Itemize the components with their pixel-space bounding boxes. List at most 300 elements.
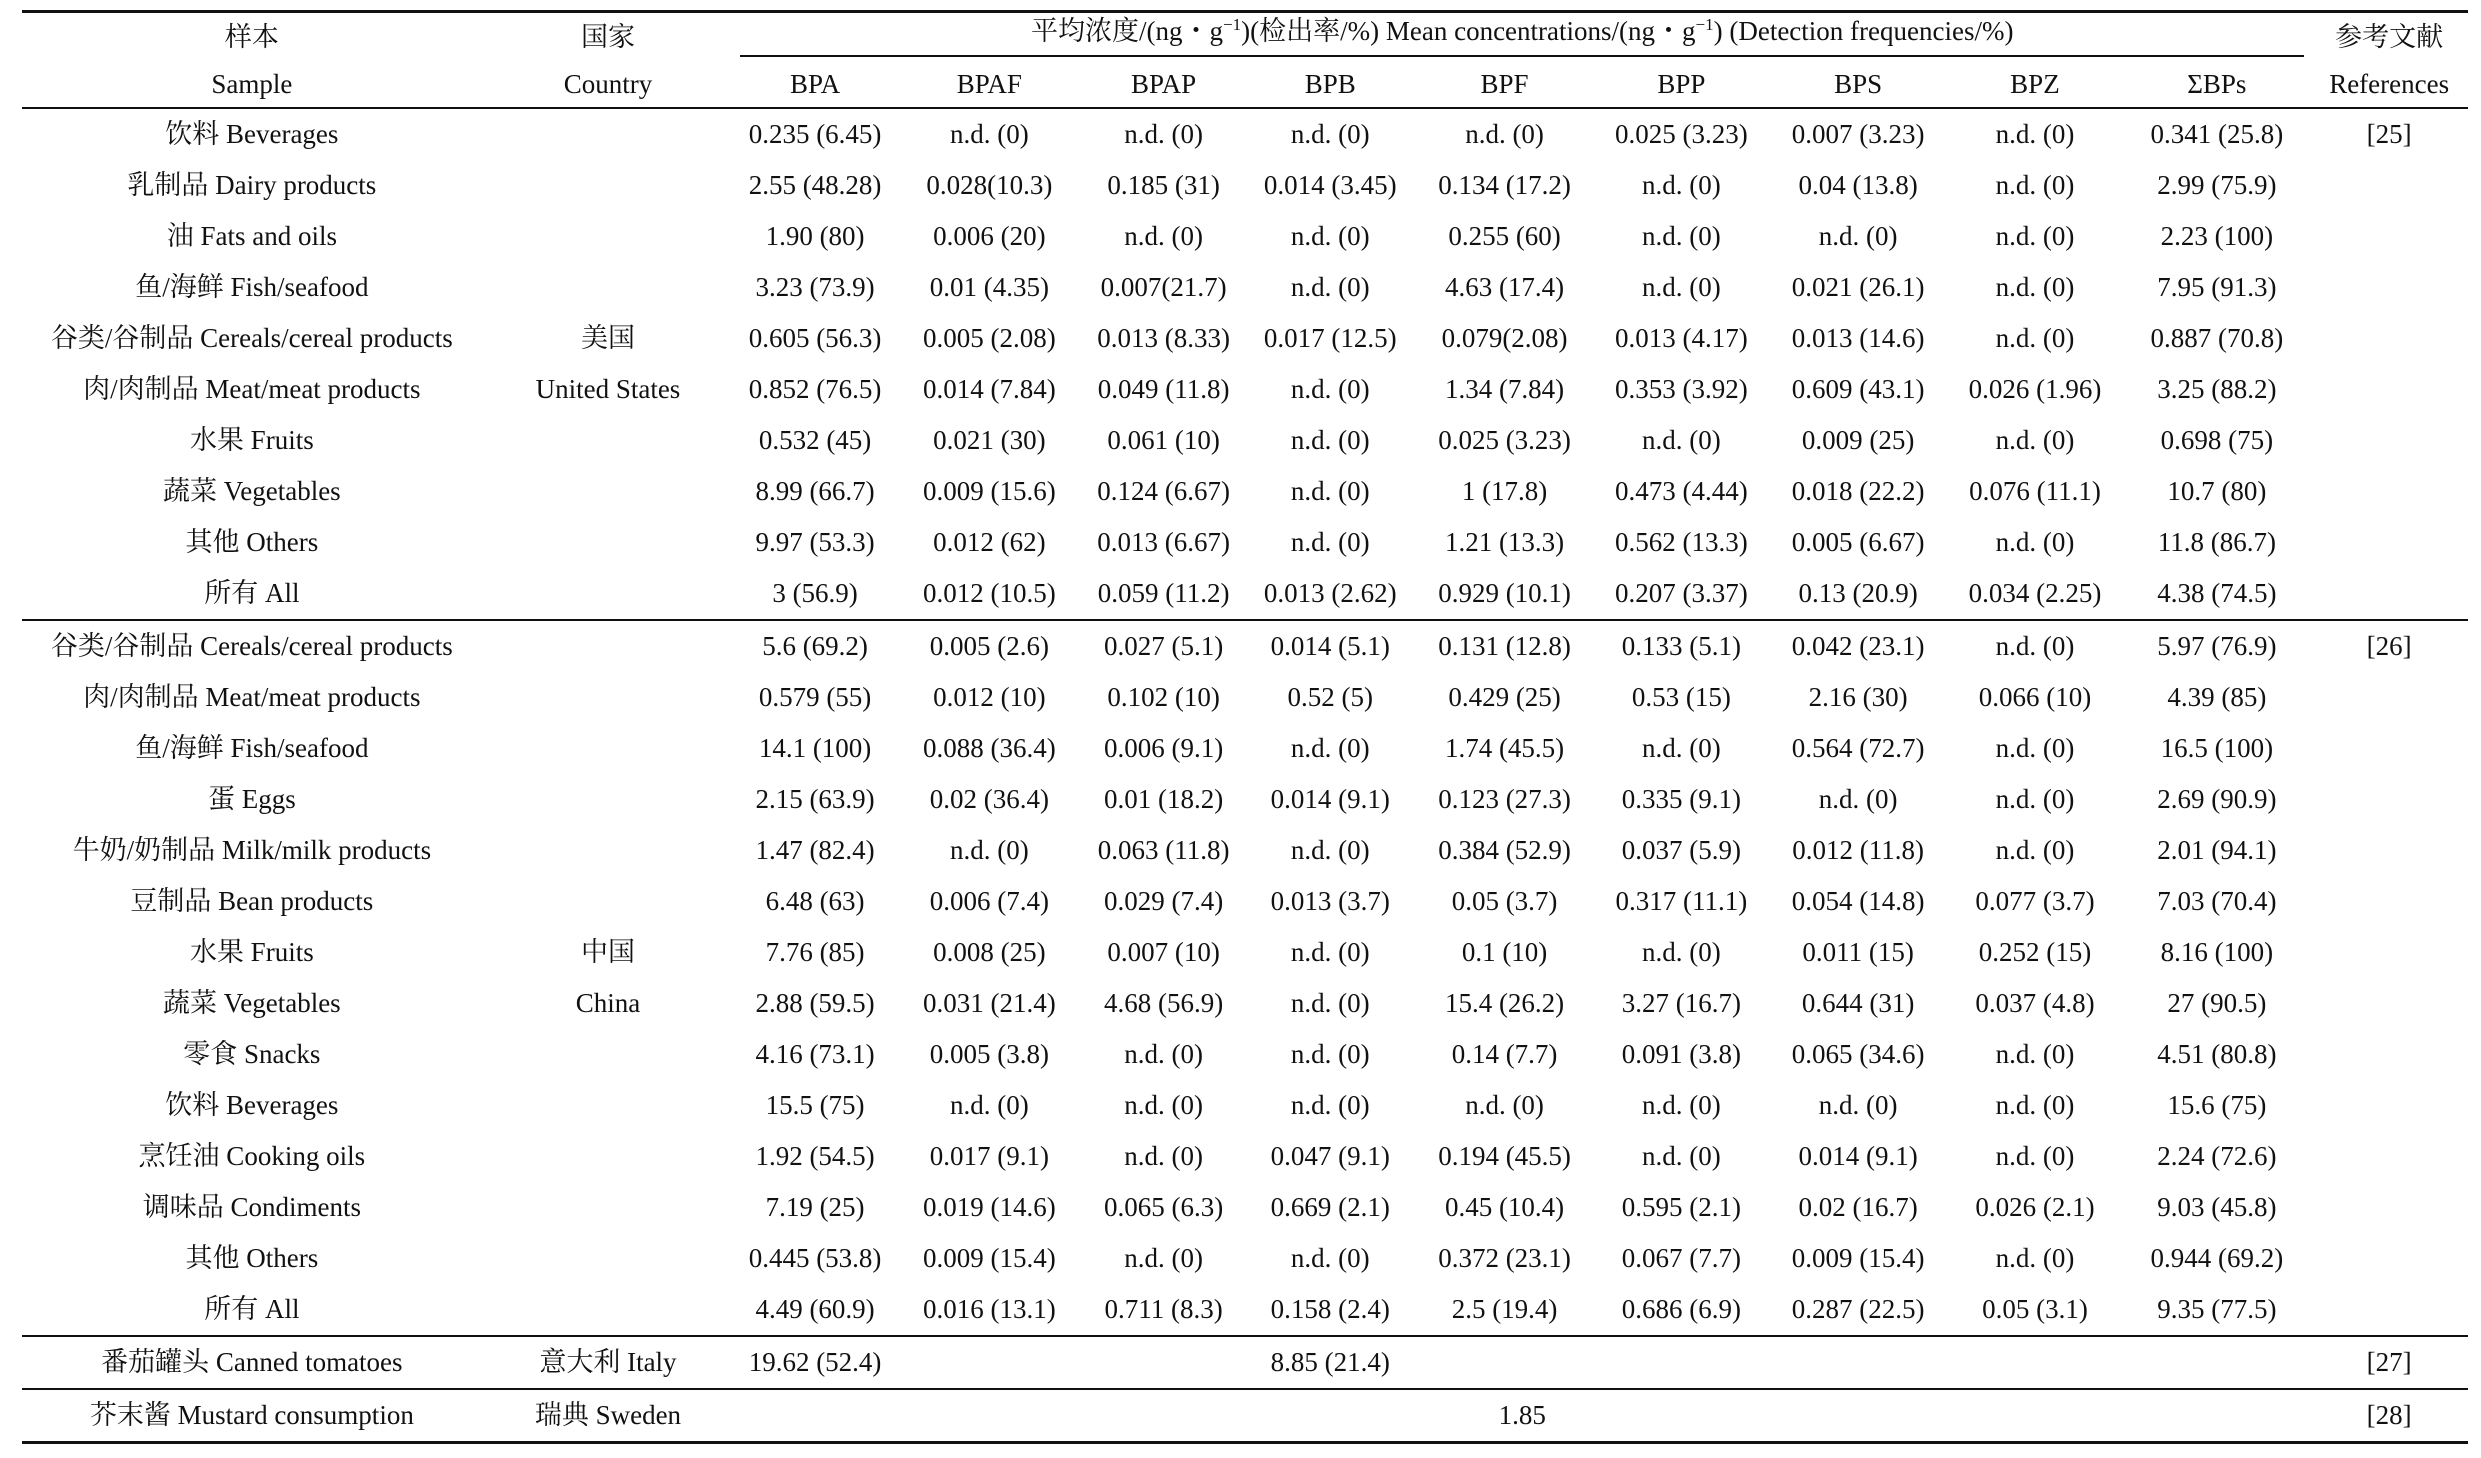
value-cell-bpa: 9.97 (53.3) <box>755 527 875 557</box>
value-cell-bpaf: 0.006 (7.4) <box>929 886 1049 916</box>
value-cell-bps: 0.564 (72.7) <box>1791 733 1925 763</box>
value-cell-bps: 0.054 (14.8) <box>1791 886 1925 916</box>
country-cell <box>482 1182 735 1233</box>
value-cell-bpf: 0.134 (17.2) <box>1438 170 1571 200</box>
value-cell-bpb: n.d. (0) <box>1290 221 1370 251</box>
value-cell-bpb: 0.013 (3.7) <box>1270 886 1390 916</box>
value-cell-bpa: 0.605 (56.3) <box>748 323 882 353</box>
reference-cell <box>2310 466 2468 517</box>
value-cell-bpb: n.d. (0) <box>1290 476 1370 506</box>
value-cell-bpb: n.d. (0) <box>1290 374 1370 404</box>
value-cell-bpap: 0.007 (10) <box>1107 937 1220 967</box>
value-cell-bpap: 0.006 (9.1) <box>1103 733 1224 763</box>
reference-cell <box>2310 568 2468 620</box>
value-cell-bpp: n.d. (0) <box>1641 1141 1721 1171</box>
value-cell-sum-bps: 15.6 (75) <box>2167 1090 2267 1120</box>
value-cell-bpaf: 0.006 (20) <box>933 221 1046 251</box>
table-row <box>22 672 2468 723</box>
conc-unit-exponent-2: −1 <box>1695 14 1714 34</box>
value-cell-sum-bps: 5.97 (76.9) <box>2157 631 2277 661</box>
country-cell <box>482 517 735 568</box>
value-cell-bpp: 0.091 (3.8) <box>1621 1039 1741 1069</box>
value-cell-bpf: 0.255 (60) <box>1448 221 1561 251</box>
table-row <box>22 1080 2468 1131</box>
value-cell-sum-bps: 2.24 (72.6) <box>2157 1141 2277 1171</box>
value-cell-bpz: 0.037 (4.8) <box>1975 988 2095 1018</box>
sample-cell: 水果 Fruits <box>189 937 314 967</box>
value-cell-bpf: n.d. (0) <box>1465 1090 1544 1120</box>
sample-cell: 其他 Others <box>185 527 319 557</box>
value-cell-bps: 0.009 (25) <box>1801 425 1915 455</box>
sample-cell: 芥末酱 Mustard consumption <box>89 1400 414 1430</box>
value-cell-bpb: n.d. (0) <box>1290 119 1370 149</box>
country-cell: 瑞典 Sweden <box>534 1400 682 1430</box>
country-cell <box>482 825 735 876</box>
value-cell-bpz: n.d. (0) <box>1995 784 2075 814</box>
value-cell-bpa: 0.532 (45) <box>758 425 872 455</box>
value-cell-bps: 0.04 (13.8) <box>1798 170 1918 200</box>
value-cell-bpaf: 0.021 (30) <box>933 425 1046 455</box>
value-cell-bps: 0.609 (43.1) <box>1791 374 1925 404</box>
value-cell-bps: 0.007 (3.23) <box>1791 119 1925 149</box>
value-cell-bpap: 0.049 (11.8) <box>1097 374 1230 404</box>
table-header <box>22 12 2468 109</box>
value-cell-bpp: 0.473 (4.44) <box>1614 476 1748 506</box>
value-cell-bps: 0.005 (6.67) <box>1791 527 1925 557</box>
sample-cell: 油 Fats and oils <box>166 221 337 251</box>
table-row <box>22 364 2468 415</box>
value-cell-bpa: 8.99 (66.7) <box>755 476 875 506</box>
table-row <box>22 825 2468 876</box>
value-cell-sum-bps: 10.7 (80) <box>2167 476 2267 506</box>
reference-cell <box>2310 1182 2468 1233</box>
value-cell-bpaf: 0.005 (3.8) <box>929 1039 1049 1069</box>
country-cell <box>482 620 735 672</box>
value-cell-bpa: 0.579 (55) <box>758 682 872 712</box>
country-cell <box>482 108 735 160</box>
value-cell-bpa: 2.88 (59.5) <box>755 988 875 1018</box>
value-cell-bpap: n.d. (0) <box>1124 119 1203 149</box>
country-cell: 中国 <box>580 937 635 967</box>
value-cell-bpaf: 0.005 (2.6) <box>929 631 1049 661</box>
sample-header-cn: 样本 <box>22 12 482 62</box>
value-cell-bpb: 8.85 (21.4) <box>1270 1347 1390 1377</box>
value-cell-sum-bps: 2.01 (94.1) <box>2157 835 2277 865</box>
reference-cell <box>2310 876 2468 927</box>
value-cell-bpf: 4.63 (17.4) <box>1444 272 1565 302</box>
table-row <box>22 1131 2468 1182</box>
sample-cell: 蛋 Eggs <box>207 784 296 814</box>
value-cell-bpaf: 0.02 (36.4) <box>929 784 1049 814</box>
country-header-cn: 国家 <box>482 12 735 62</box>
column-header-bps: BPS <box>1834 68 1883 99</box>
value-cell-bpaf: 0.012 (62) <box>933 527 1046 557</box>
concentration-header-text <box>740 14 2304 57</box>
reference-cell <box>2310 1284 2468 1336</box>
conc-label-part2: )(检出率/%) Mean concentrations/(ng・g <box>1241 15 1696 46</box>
sample-cell: 谷类/谷制品 Cereals/cereal products <box>50 323 453 353</box>
value-cell-sum-bps: 0.341 (25.8) <box>2150 119 2284 149</box>
table-row <box>22 568 2468 620</box>
value-cell-bpb: n.d. (0) <box>1290 1090 1370 1120</box>
sample-cell: 其他 Others <box>185 1243 319 1273</box>
table-row <box>22 1029 2468 1080</box>
value-cell-bpz: 0.077 (3.7) <box>1975 886 2095 916</box>
value-cell-bpf: 1 (17.8) <box>1461 476 1548 506</box>
value-cell-bpf: 2.5 (19.4) <box>1451 1294 1558 1324</box>
value-cell-bpb: 0.014 (5.1) <box>1270 631 1390 661</box>
value-cell-bps: 2.16 (30) <box>1808 682 1908 712</box>
value-cell-sum-bps: 3.25 (88.2) <box>2157 374 2277 404</box>
value-cell-bpb: n.d. (0) <box>1290 1039 1370 1069</box>
sample-cell: 所有 All <box>204 1294 300 1324</box>
value-cell-bpf: 0.14 (7.7) <box>1451 1039 1558 1069</box>
value-cell-bpp: n.d. (0) <box>1641 733 1721 763</box>
sample-cell: 豆制品 Bean products <box>130 886 374 916</box>
reference-cell <box>2310 262 2468 313</box>
column-header-bpaf: BPAF <box>956 68 1022 99</box>
conc-label-part1: 平均浓度/(ng・g <box>1031 15 1224 46</box>
sample-cell: 水果 Fruits <box>189 425 314 455</box>
bisphenol-table-container <box>22 10 2468 1444</box>
value-cell-bpa: 0.852 (76.5) <box>748 374 882 404</box>
value-cell-bpap: 0.065 (6.3) <box>1103 1192 1224 1222</box>
value-cell-sum-bps: 4.51 (80.8) <box>2157 1039 2277 1069</box>
value-cell-bps: 0.014 (9.1) <box>1798 1141 1918 1171</box>
value-cell-bpf: 0.45 (10.4) <box>1444 1192 1565 1222</box>
value-cell-bpz: n.d. (0) <box>1995 323 2075 353</box>
value-cell-bpap: 0.061 (10) <box>1107 425 1220 455</box>
value-cell-bps: n.d. (0) <box>1818 1090 1898 1120</box>
value-cell-sum-bps: 9.35 (77.5) <box>2157 1294 2277 1324</box>
sample-cell: 肉/肉制品 Meat/meat products <box>83 374 421 404</box>
value-cell-bpz: n.d. (0) <box>1995 631 2075 661</box>
table-body <box>22 108 2468 1443</box>
value-cell-bpf: 0.131 (12.8) <box>1438 631 1571 661</box>
value-cell-bpf: 0.079(2.08) <box>1441 323 1568 353</box>
value-cell-bpb: 0.047 (9.1) <box>1270 1141 1390 1171</box>
reference-cell <box>2310 415 2468 466</box>
table-row-sweden <box>22 1389 2468 1443</box>
value-cell-bpap: 0.013 (6.67) <box>1097 527 1230 557</box>
value-cell-bpp: 0.067 (7.7) <box>1621 1243 1741 1273</box>
reference-cell <box>2310 364 2468 415</box>
value-cell-bpap: n.d. (0) <box>1124 1039 1203 1069</box>
value-cell-bpf: 1.21 (13.3) <box>1444 527 1565 557</box>
value-cell-bpap: 0.185 (31) <box>1107 170 1220 200</box>
value-cell-bpap: n.d. (0) <box>1124 1243 1203 1273</box>
value-cell-bpap: 0.027 (5.1) <box>1103 631 1224 661</box>
sample-cell: 零食 Snacks <box>183 1039 321 1069</box>
value-cell-bpa: 15.5 (75) <box>765 1090 865 1120</box>
value-cell-bps: 0.042 (23.1) <box>1791 631 1925 661</box>
table-row <box>22 211 2468 262</box>
reference-cell <box>2310 978 2468 1029</box>
sample-cell: 番茄罐头 Canned tomatoes <box>101 1347 403 1377</box>
value-cell-bpf: 0.194 (45.5) <box>1438 1141 1571 1171</box>
value-cell-bpb: n.d. (0) <box>1290 937 1370 967</box>
country-cell: United States <box>535 374 681 404</box>
column-header-bpa: BPA <box>790 68 841 99</box>
value-cell-bpz: 0.252 (15) <box>1978 937 2092 967</box>
value-cell-bpp: n.d. (0) <box>1641 221 1721 251</box>
value-cell-bpb: 0.014 (3.45) <box>1263 170 1397 200</box>
sample-cell: 牛奶/奶制品 Milk/milk products <box>72 835 432 865</box>
value-cell-bpf: 0.372 (23.1) <box>1438 1243 1571 1273</box>
reference-cell <box>2310 1029 2468 1080</box>
value-cell-bpa: 6.48 (63) <box>765 886 865 916</box>
value-cell-sum-bps: 27 (90.5) <box>2167 988 2267 1018</box>
value-cell-bpa: 4.49 (60.9) <box>755 1294 875 1324</box>
sample-cell: 蔬菜 Vegetables <box>162 988 341 1018</box>
value-cell-bpp: 0.686 (6.9) <box>1621 1294 1741 1324</box>
value-cell-bpf: 0.429 (25) <box>1448 682 1561 712</box>
value-cell-bps: 0.012 (11.8) <box>1792 835 1925 865</box>
sample-cell: 调味品 Condiments <box>142 1192 361 1222</box>
value-cell-bpz: n.d. (0) <box>1995 272 2075 302</box>
reference-cell <box>2310 927 2468 978</box>
table-row <box>22 978 2468 1029</box>
value-cell-bpp: 3.27 (16.7) <box>1621 988 1741 1018</box>
value-cell-bpz: n.d. (0) <box>1995 733 2075 763</box>
value-cell-bpaf: n.d. (0) <box>949 835 1029 865</box>
table-row <box>22 723 2468 774</box>
value-cell-bpz: n.d. (0) <box>1995 170 2075 200</box>
concentration-spanning-header <box>734 12 2310 62</box>
value-cell-bpb: n.d. (0) <box>1290 988 1370 1018</box>
table-row <box>22 160 2468 211</box>
table-row <box>22 1182 2468 1233</box>
value-cell-bpf: 15.4 (26.2) <box>1444 988 1565 1018</box>
value-cell-bpap: 0.01 (18.2) <box>1103 784 1224 814</box>
value-cell-bpp: n.d. (0) <box>1641 1090 1721 1120</box>
value-cell-bpz: 0.076 (11.1) <box>1969 476 2101 506</box>
value-cell-bpa: 7.19 (25) <box>765 1192 865 1222</box>
bisphenol-concentration-table <box>22 10 2468 1444</box>
country-cell <box>482 876 735 927</box>
value-cell-bpz: n.d. (0) <box>1995 1243 2075 1273</box>
value-cell-bpp: 0.013 (4.17) <box>1614 323 1748 353</box>
table-row <box>22 313 2468 364</box>
value-cell-bpp: n.d. (0) <box>1641 937 1721 967</box>
reference-cell <box>2310 160 2468 211</box>
value-cell-bpf: 0.05 (3.7) <box>1451 886 1558 916</box>
value-cell-bpb: 0.017 (12.5) <box>1263 323 1397 353</box>
sample-cell: 所有 All <box>204 578 300 608</box>
country-cell <box>482 774 735 825</box>
value-cell-sum-bps: 16.5 (100) <box>2160 733 2274 763</box>
country-cell <box>482 568 735 620</box>
table-row <box>22 517 2468 568</box>
sample-cell: 乳制品 Dairy products <box>127 170 377 200</box>
value-cell-bpp: 0.595 (2.1) <box>1621 1192 1741 1222</box>
value-cell-sum-bps: 8.16 (100) <box>2160 937 2274 967</box>
value-cell-bps: 0.02 (16.7) <box>1798 1192 1918 1222</box>
value-cell-merged: 1.85 <box>1498 1400 1546 1430</box>
value-cell-bps: 0.287 (22.5) <box>1791 1294 1925 1324</box>
value-cell-bpa: 0.235 (6.45) <box>748 119 882 149</box>
conc-label-part3: ) (Detection frequencies/%) <box>1713 15 2014 46</box>
table-row <box>22 927 2468 978</box>
value-cell-bpap: 0.029 (7.4) <box>1103 886 1224 916</box>
value-cell-bpaf: 0.088 (36.4) <box>922 733 1056 763</box>
value-cell-bpaf: 0.005 (2.08) <box>922 323 1056 353</box>
value-cell-sum-bps: 2.99 (75.9) <box>2157 170 2277 200</box>
value-cell-bpz: 0.05 (3.1) <box>1982 1294 2088 1324</box>
value-cell-bpa: 3 (56.9) <box>772 578 858 608</box>
value-cell-bpf: 0.025 (3.23) <box>1438 425 1571 455</box>
value-cell-bpaf: 0.016 (13.1) <box>922 1294 1056 1324</box>
country-cell <box>482 211 735 262</box>
reference-cell: [28] <box>2366 1400 2412 1430</box>
reference-cell <box>2310 517 2468 568</box>
table-row <box>22 415 2468 466</box>
value-cell-bpz: n.d. (0) <box>1995 425 2075 455</box>
value-cell-bpap: n.d. (0) <box>1124 1090 1203 1120</box>
reference-cell <box>2310 774 2468 825</box>
sample-cell: 烹饪油 Cooking oils <box>138 1141 366 1171</box>
value-cell-bpaf: 0.031 (21.4) <box>922 988 1056 1018</box>
value-cell-bpz: n.d. (0) <box>1995 221 2075 251</box>
value-cell-bpa: 1.47 (82.4) <box>755 835 875 865</box>
value-cell-bpa: 2.55 (48.28) <box>748 170 882 200</box>
value-cell-bpf: n.d. (0) <box>1465 119 1544 149</box>
value-cell-bpap: 0.711 (8.3) <box>1104 1294 1223 1324</box>
value-cell-sum-bps: 0.944 (69.2) <box>2150 1243 2284 1273</box>
value-cell-bpaf: 0.009 (15.6) <box>922 476 1056 506</box>
country-cell <box>482 723 735 774</box>
value-cell-bpp: n.d. (0) <box>1641 170 1721 200</box>
sample-cell: 蔬菜 Vegetables <box>162 476 341 506</box>
value-cell-bpz: 0.026 (2.1) <box>1975 1192 2095 1222</box>
value-cell-bpaf: 0.028(10.3) <box>926 170 1053 200</box>
sample-header-en: Sample <box>211 68 293 99</box>
sample-cell: 肉/肉制品 Meat/meat products <box>83 682 421 712</box>
value-cell-bpf: 1.74 (45.5) <box>1444 733 1565 763</box>
value-cell-bpz: n.d. (0) <box>1995 835 2075 865</box>
country-cell: 美国 <box>580 323 635 353</box>
country-cell: China <box>575 988 641 1018</box>
value-cell-bpaf: n.d. (0) <box>949 1090 1029 1120</box>
value-cell-bpaf: 0.014 (7.84) <box>922 374 1056 404</box>
value-cell-bpap: 0.102 (10) <box>1107 682 1220 712</box>
value-cell-bpaf: 0.019 (14.6) <box>922 1192 1056 1222</box>
value-cell-bpb: n.d. (0) <box>1290 527 1370 557</box>
value-cell-bpaf: 0.009 (15.4) <box>922 1243 1056 1273</box>
value-cell-bpp: 0.53 (15) <box>1631 682 1731 712</box>
reference-cell <box>2310 672 2468 723</box>
value-cell-bps: n.d. (0) <box>1818 784 1898 814</box>
country-cell <box>482 262 735 313</box>
table-row <box>22 774 2468 825</box>
value-cell-bpf: 0.384 (52.9) <box>1438 835 1571 865</box>
sample-cell: 饮料 Beverages <box>165 1090 339 1120</box>
value-cell-bpb: n.d. (0) <box>1290 272 1370 302</box>
value-cell-bpb: n.d. (0) <box>1290 425 1370 455</box>
value-cell-bpa: 0.445 (53.8) <box>748 1243 882 1273</box>
reference-cell <box>2310 825 2468 876</box>
value-cell-bpz: 0.026 (1.96) <box>1968 374 2102 404</box>
reference-cell <box>2310 211 2468 262</box>
value-cell-sum-bps: 9.03 (45.8) <box>2157 1192 2277 1222</box>
value-cell-sum-bps: 2.23 (100) <box>2160 221 2274 251</box>
value-cell-sum-bps: 11.8 (86.7) <box>2157 527 2276 557</box>
value-cell-bpb: n.d. (0) <box>1290 1243 1370 1273</box>
value-cell-bps: 0.011 (15) <box>1802 937 1914 967</box>
country-cell: 意大利 Italy <box>539 1347 677 1377</box>
value-cell-bpf: 0.929 (10.1) <box>1438 578 1571 608</box>
value-cell-bpp: n.d. (0) <box>1641 425 1721 455</box>
value-cell-bpb: 0.158 (2.4) <box>1270 1294 1390 1324</box>
value-cell-bps: 0.065 (34.6) <box>1791 1039 1925 1069</box>
value-cell-bpf: 1.34 (7.84) <box>1444 374 1565 404</box>
column-header-bpp: BPP <box>1657 68 1706 99</box>
table-row <box>22 108 2468 160</box>
value-cell-empty <box>1416 1336 2310 1389</box>
value-cell-bps: n.d. (0) <box>1818 221 1898 251</box>
table-row <box>22 1233 2468 1284</box>
value-cell-bpz: n.d. (0) <box>1995 1090 2075 1120</box>
value-cell-bpaf: 0.01 (4.35) <box>929 272 1049 302</box>
country-cell <box>482 1029 735 1080</box>
country-cell <box>482 160 735 211</box>
column-header-bpz: BPZ <box>2010 68 2060 99</box>
table-row <box>22 262 2468 313</box>
value-cell-bpp: 0.025 (3.23) <box>1614 119 1748 149</box>
value-cell-bpa: 1.92 (54.5) <box>755 1141 875 1171</box>
value-cell-bpa: 14.1 (100) <box>758 733 872 763</box>
value-cell-sum-bps: 0.887 (70.8) <box>2150 323 2284 353</box>
sample-cell: 谷类/谷制品 Cereals/cereal products <box>50 631 453 661</box>
value-cell-bpb: 0.52 (5) <box>1287 682 1374 712</box>
value-cell-bpap: 0.059 (11.2) <box>1097 578 1230 608</box>
value-cell-sum-bps: 2.69 (90.9) <box>2157 784 2277 814</box>
country-cell <box>482 1131 735 1182</box>
table-row <box>22 1284 2468 1336</box>
value-cell-bpb: 0.013 (2.62) <box>1263 578 1397 608</box>
reference-cell <box>2310 723 2468 774</box>
value-cell-bpa: 2.15 (63.9) <box>755 784 875 814</box>
sample-cell: 鱼/海鲜 Fish/seafood <box>135 733 369 763</box>
header-row-2 <box>22 61 2468 108</box>
country-cell <box>482 672 735 723</box>
value-cell-sum-bps: 7.03 (70.4) <box>2157 886 2277 916</box>
value-cell-bpp: 0.317 (11.1) <box>1615 886 1748 916</box>
value-cell-bpp: 0.037 (5.9) <box>1621 835 1741 865</box>
reference-cell <box>2310 1233 2468 1284</box>
sample-cell: 鱼/海鲜 Fish/seafood <box>135 272 369 302</box>
header-row-1 <box>22 12 2468 62</box>
value-cell-bps: 0.009 (15.4) <box>1791 1243 1925 1273</box>
country-header-en: Country <box>563 68 653 99</box>
column-header-bpap: BPAP <box>1131 68 1197 99</box>
column-header-bpf: BPF <box>1480 68 1529 99</box>
reference-header-cn: 参考文献 <box>2310 12 2468 62</box>
value-cell-bpa: 19.62 (52.4) <box>748 1347 882 1377</box>
value-cell-bps: 0.021 (26.1) <box>1791 272 1925 302</box>
reference-cell: [26] <box>2366 631 2412 661</box>
column-header-sum-bps: ΣBPs <box>2187 68 2247 99</box>
country-cell <box>482 415 735 466</box>
value-cell-bpa: 1.90 (80) <box>765 221 865 251</box>
table-row <box>22 466 2468 517</box>
value-cell-bpap: n.d. (0) <box>1124 1141 1203 1171</box>
column-header-bpb: BPB <box>1304 68 1356 99</box>
value-cell-bpap: 0.124 (6.67) <box>1097 476 1230 506</box>
sample-cell: 饮料 Beverages <box>165 119 339 149</box>
reference-cell <box>2310 1080 2468 1131</box>
country-cell <box>482 466 735 517</box>
